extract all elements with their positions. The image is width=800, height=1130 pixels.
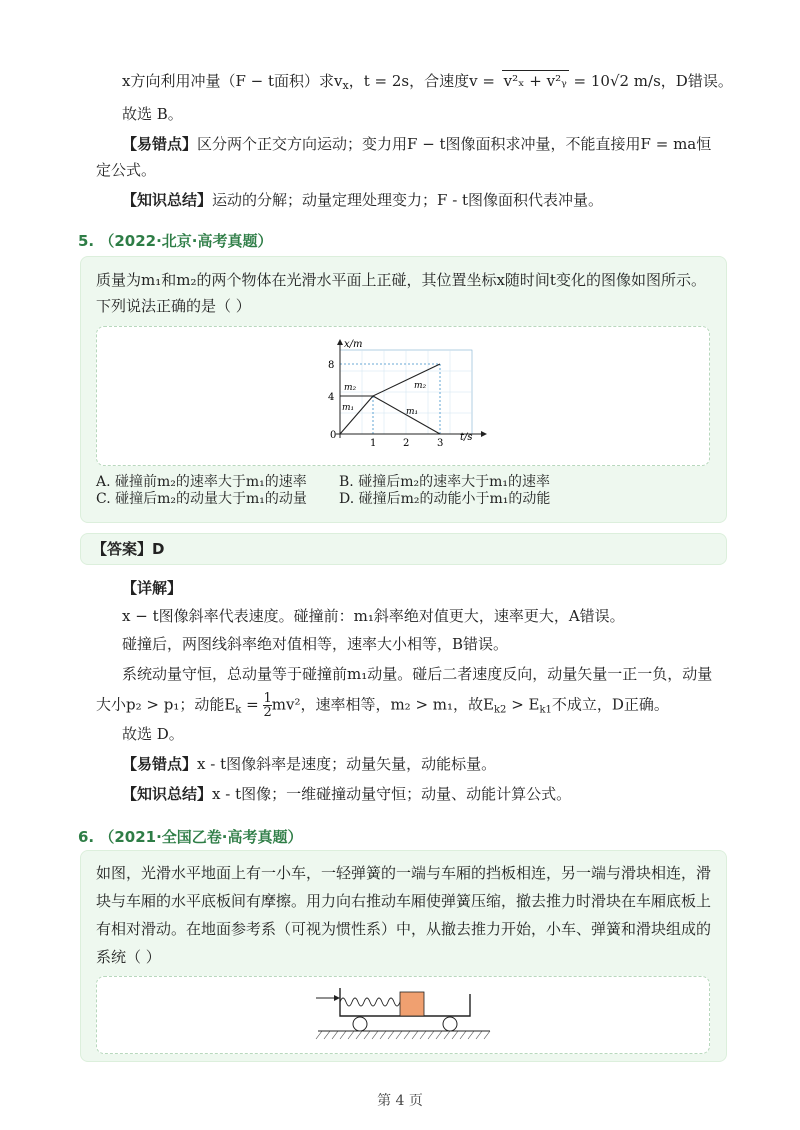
x-axis-arrow (481, 431, 487, 437)
q5-detail-3: 系统动量守恒，总动量等于碰撞前m₁动量。碰后二者速度反向，动量矢量一正一负，动量 (122, 665, 713, 683)
q5-answer-bar (80, 533, 727, 565)
label-m1-right: m₁ (406, 407, 419, 417)
y-tick-4: 4 (328, 392, 335, 403)
q6-cart-diagram (314, 986, 494, 1042)
top-line-2: 故选 B。 (122, 105, 183, 123)
q5-option-c: C. 碰撞后m₂的动量大于m₁的动量 (96, 491, 307, 507)
q6-heading: 6. （2021·全国乙卷·高考真题） (78, 828, 303, 846)
q5-stem-1: 质量为m₁和m₂的两个物体在光滑水平面上正碰，其位置坐标x随时间t变化的图像如图所示。 (96, 271, 706, 289)
y-tick-8: 8 (328, 360, 335, 371)
y-axis-arrow (337, 339, 343, 345)
push-arrow-head (334, 995, 340, 1001)
q6-stem-3: 有相对滑动。在地面参考系（可视为惯性系）中，从撤去推力开始，小车、弹簧和滑块组成的 (96, 920, 712, 938)
q6-stem-2: 块与车厢的水平底板间有摩擦。用力向右推动车厢使弹簧压缩，撤去推力时滑块在车厢底板上 (96, 892, 712, 910)
q5-detail-5: 故选 D。 (122, 725, 184, 743)
label-m2-right: m₂ (414, 381, 427, 391)
x-tick-3: 3 (437, 438, 444, 449)
x-axis-label: t/s (460, 432, 473, 443)
wheel-left (353, 1017, 367, 1031)
x-tick-1: 1 (370, 438, 377, 449)
q5-option-a: A. 碰撞前m₂的速率大于m₁的速率 (96, 474, 307, 490)
slider-block (400, 992, 424, 1016)
q5-heading: 5. （2022·北京·高考真题） (78, 232, 273, 250)
q5-detail-4: 大小p₂ > p₁；动能$E_k$ = $\frac{1}{2}$ mv²，速率相等，m₂ > m₁，故$E_{k2} > E_{k1}$不成立，D正确。 (96, 691, 669, 720)
q5-xt-graph (318, 338, 488, 456)
y-axis-label: x/m (344, 339, 363, 350)
q6-stem-4: 系统（ ） (96, 948, 161, 966)
y-tick-0: 0 (330, 430, 337, 441)
q5-summary: 【知识总结】x - t图像；一维碰撞动量守恒；动量、动能计算公式。 (122, 785, 572, 803)
q5-option-b: B. 碰撞后m₂的速率大于m₁的速率 (339, 474, 550, 490)
x-tick-2: 2 (403, 438, 410, 449)
top-line-1: x方向利用冲量（F − t面积）求$v_x$，t = 2s，合速度v = v²ₓ + v²ᵧ = 10√2 m/s，D错误。 (122, 72, 733, 92)
page-number: 第 4 页 (377, 1093, 423, 1109)
wheel-right (443, 1017, 457, 1031)
q5-stem-2: 下列说法正确的是（ ） (96, 297, 251, 315)
q5-answer: 【答案】D (92, 540, 165, 558)
q5-mistake: 【易错点】x - t图像斜率是速度；动量矢量，动能标量。 (122, 755, 497, 773)
q5-detail-2: 碰撞后，两图线斜率绝对值相等，速率大小相等，B错误。 (122, 635, 509, 653)
label-m2-left: m₂ (344, 383, 357, 393)
top-mistake-cont: 定公式。 (96, 161, 157, 179)
top-mistake: 【易错点】区分两个正交方向运动；变力用F − t图像面积求冲量，不能直接用F = ma恒 (122, 135, 712, 153)
q5-detail-label: 【详解】 (122, 579, 183, 597)
q5-option-d: D. 碰撞后m₂的动能小于m₁的动能 (339, 491, 551, 507)
q5-detail-1: x − t图像斜率代表速度。碰撞前：m₁斜率绝对值更大，速率更大，A错误。 (122, 607, 625, 625)
top-summary: 【知识总结】运动的分解；动量定理处理变力；F - t图像面积代表冲量。 (122, 191, 604, 209)
ground-hatch (316, 1031, 490, 1039)
label-m1-left: m₁ (342, 403, 355, 413)
q6-stem-1: 如图，光滑水平地面上有一小车，一轻弹簧的一端与车厢的挡板相连，另一端与滑块相连，滑 (96, 864, 712, 882)
